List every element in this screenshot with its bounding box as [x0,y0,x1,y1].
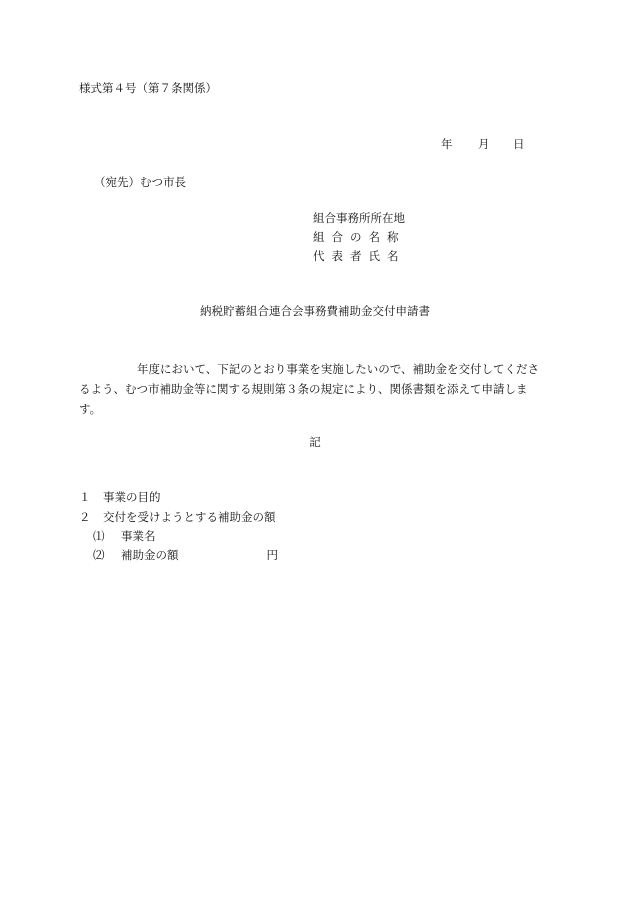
subitem-text: 事業名 [121,529,156,543]
applicant-representative-label: 代表者氏名 [313,249,406,263]
applicant-name-label: 組合の名称 [313,230,406,244]
item-text: 事業の目的 [103,490,161,504]
date-year-label: 年 [441,137,453,151]
date-day-label: 日 [513,137,525,151]
subitem-number: ⑴ [93,529,105,543]
body-text: 年度において、下記のとおり事業を実施したいので、補助金を交付してくださるよう、むつ市補助金等に関する規則第３条の規定により、関係書類を添えて申請します。 [79,362,540,416]
item-number: １ [79,490,91,504]
body-paragraph [79,359,547,419]
document-title: 納税貯蓄組合連合会事務費補助金交付申請書 [200,304,430,318]
addressee: （宛先）むつ市長 [94,175,186,189]
item-number: ２ [79,510,91,524]
applicant-address-label: 組合事務所所在地 [313,211,405,225]
list-item [79,490,161,504]
list-item [79,510,276,524]
amount-unit: 円 [266,548,278,562]
sub-item [93,529,156,543]
sub-item [93,548,278,562]
subitem-text: 補助金の額 [121,548,179,562]
item-text: 交付を受けようとする補助金の額 [103,510,276,524]
ki-heading: 記 [309,435,321,449]
form-number: 様式第４号（第７条関係） [79,81,217,95]
date-month-label: 月 [478,137,490,151]
subitem-number: ⑵ [93,548,105,562]
